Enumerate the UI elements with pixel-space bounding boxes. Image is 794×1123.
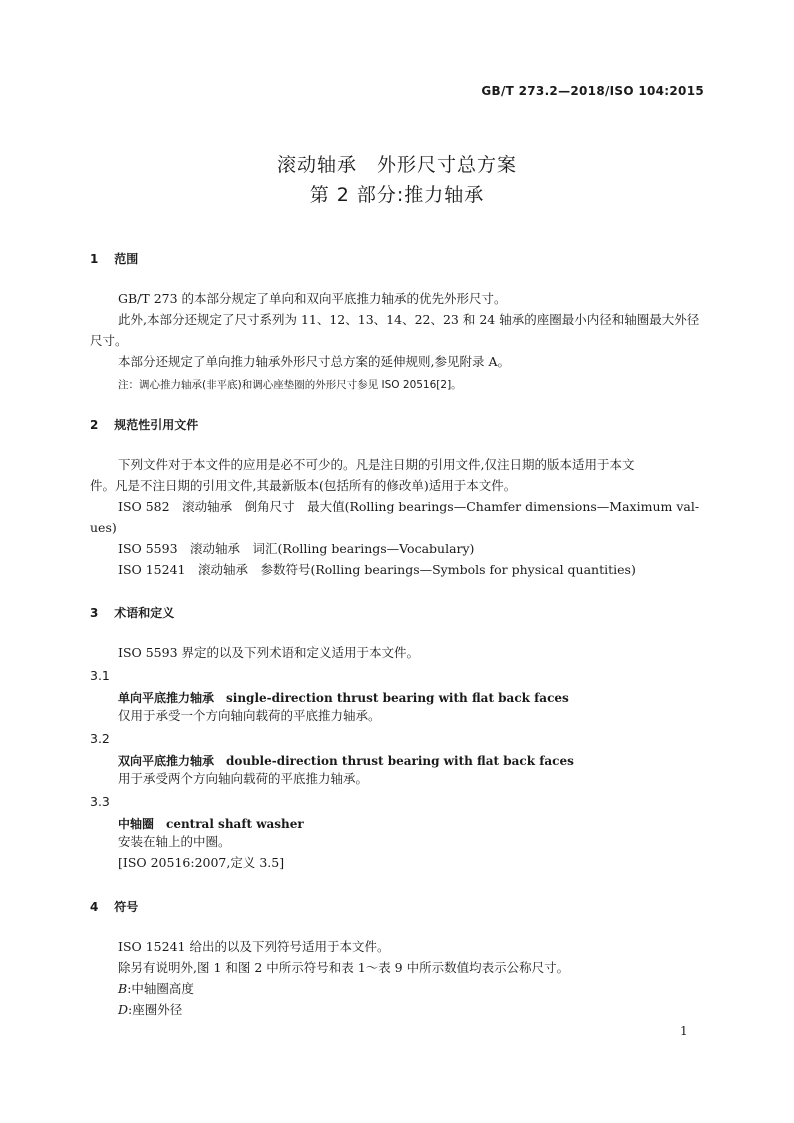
paragraph: 除另有说明外,图 1 和图 2 中所示符号和表 1～表 9 中所示数值均表示公称尺寸。: [118, 960, 570, 975]
symbol-definition: [118, 1004, 182, 1017]
paragraph: 此外,本部分还规定了尺寸系列为 11、12、13、14、22、23 和 24 轴承的座圈最小内径和轴圈最大外径: [118, 312, 700, 327]
section-number: 4: [90, 900, 99, 914]
section-2-heading: [90, 416, 198, 433]
paragraph: GB/T 273 的本部分规定了单向和双向平底推力轴承的优先外形尺寸。: [118, 291, 507, 306]
paragraph: 下列文件对于本文件的应用是必不可少的。凡是注日期的引用文件,仅注日期的版本适用于本文: [118, 457, 635, 472]
document-subtitle: 第 2 部分:推力轴承: [309, 184, 485, 206]
term-chinese: 双向平底推力轴承: [118, 754, 215, 768]
note: 注：调心推力轴承(非平底)和调心座垫圈的外形尺寸参见 ISO 20516[2]。: [118, 379, 462, 391]
paragraph: ISO 5593 界定的以及下列术语和定义适用于本文件。: [118, 645, 420, 660]
term-definition: 仅用于承受一个方向轴向载荷的平底推力轴承。: [118, 708, 381, 723]
term-chinese: 单向平底推力轴承: [118, 691, 215, 705]
section-number: 1: [90, 252, 99, 266]
symbol-description: :中轴圈高度: [127, 981, 194, 996]
section-1-heading: [90, 250, 138, 267]
term-number: 3.1: [90, 668, 110, 683]
reference-item: ISO 15241 滚动轴承 参数符号(Rolling bearings—Symbols for physical quantities): [118, 562, 636, 577]
term-number: 3.2: [90, 731, 110, 746]
term-definition: 用于承受两个方向轴向载荷的平底推力轴承。: [118, 771, 369, 786]
term-number: 3.3: [90, 794, 110, 809]
section-number: 3: [90, 606, 99, 620]
term-heading: [118, 752, 574, 769]
symbol-variable: B: [118, 981, 128, 996]
standard-number: GB/T 273.2—2018/ISO 104:2015: [481, 84, 704, 98]
paragraph-continuation: 件。凡是不注日期的引用文件,其最新版本(包括所有的修改单)适用于本文件。: [90, 478, 517, 493]
section-number: 2: [90, 418, 99, 432]
symbol-variable: D: [118, 1002, 129, 1017]
term-english: double-direction thrust bearing with flat back faces: [226, 754, 574, 768]
document-title: 滚动轴承 外形尺寸总方案: [276, 154, 517, 176]
term-definition: 安装在轴上的中圈。: [118, 834, 231, 849]
section-3-heading: [90, 604, 174, 621]
page-number: 1: [680, 1024, 688, 1038]
reference-item-continuation: ues): [90, 520, 117, 535]
term-heading: [118, 689, 569, 706]
section-4-heading: [90, 898, 138, 915]
term-english: central shaft washer: [166, 817, 304, 831]
term-english: single-direction thrust bearing with flat back faces: [226, 691, 569, 705]
section-title: 术语和定义: [114, 606, 175, 620]
term-source: [ISO 20516:2007,定义 3.5]: [118, 855, 285, 870]
paragraph-continuation: 尺寸。: [90, 333, 128, 348]
reference-item: ISO 5593 滚动轴承 词汇(Rolling bearings—Vocabulary): [118, 541, 475, 556]
symbol-definition: [118, 983, 194, 996]
paragraph: 本部分还规定了单向推力轴承外形尺寸总方案的延伸规则,参见附录 A。: [118, 354, 510, 369]
section-title: 范围: [114, 252, 139, 266]
term-chinese: 中轴圈: [118, 817, 155, 831]
reference-item: ISO 582 滚动轴承 倒角尺寸 最大值(Rolling bearings—Chamfer dimensions—Maximum val-: [118, 499, 700, 514]
term-heading: [118, 815, 304, 832]
section-title: 符号: [114, 900, 139, 914]
symbol-description: :座圈外径: [128, 1002, 183, 1017]
paragraph: ISO 15241 给出的以及下列符号适用于本文件。: [118, 939, 390, 954]
section-title: 规范性引用文件: [114, 418, 199, 432]
